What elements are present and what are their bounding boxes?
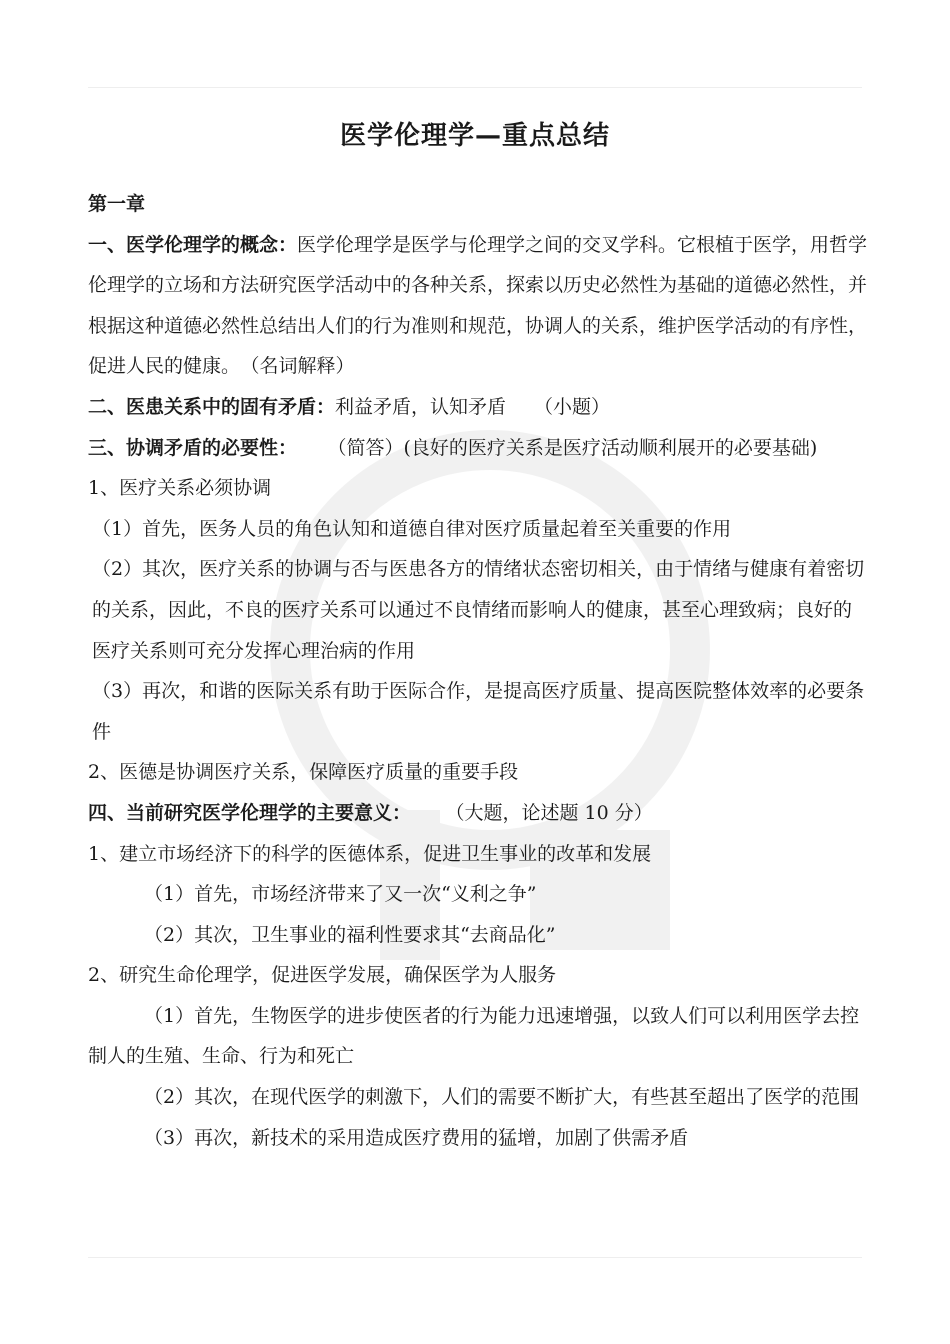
section-3-text: （简答）(良好的医疗关系是医疗活动顺利展开的必要基础) (337, 436, 818, 459)
chapter-heading: 第一章 (88, 193, 146, 215)
section-3-item-2: 2、医德是协调医疗关系，保障医疗质量的重要手段 (88, 761, 519, 784)
document-body (88, 184, 868, 1158)
section-4-item-2-3: （3）再次，新技术的采用造成医疗费用的猛增，加剧了供需矛盾 (144, 1126, 689, 1149)
section-4-item-2: 2、研究生命伦理学，促进医学发展，确保医学为人服务 (88, 964, 557, 987)
footer-rule (88, 1257, 862, 1258)
section-2-text: 利益矛盾，认知矛盾 (335, 395, 507, 418)
section-3-item-1-3: （3）再次，和谐的医际关系有助于医际合作，是提高医疗质量、提高医院整体效率的必要条件 (92, 680, 865, 743)
section-3-heading: 三、协调矛盾的必要性： (88, 436, 298, 459)
section-4-item-2-1: （1）首先，生物医学的进步使医者的行为能力迅速增强，以致人们可以利用医学去控制人的生殖、生命、行为和死亡 (88, 1004, 860, 1068)
section-1-note: （名词解释） (250, 355, 355, 378)
section-1-heading: 一、医学伦理学的概念： (88, 233, 298, 256)
section-3-item-1-1: （1）首先，医务人员的角色认知和道德自律对医疗质量起着至关重要的作用 (92, 517, 732, 540)
document-title: 医学伦理学—重点总结 (339, 121, 610, 151)
section-1 (88, 225, 868, 387)
section-3-item-1: 1、医疗关系必须协调 (88, 477, 272, 500)
section-2-note: （小题） (534, 395, 611, 418)
section-4-note: （大题，论述题 10 分） (455, 801, 653, 824)
section-4-item-2-2: （2）其次，在现代医学的刺激下，人们的需要不断扩大，有些甚至超出了医学的范围 (144, 1086, 860, 1109)
section-4 (88, 793, 868, 834)
section-4-heading: 四、当前研究医学伦理学的主要意义： (88, 801, 412, 824)
header-rule (88, 87, 862, 88)
section-4-item-1: 1、建立市场经济下的科学的医德体系，促进卫生事业的改革和发展 (88, 842, 652, 865)
section-3 (88, 428, 868, 469)
section-4-item-1-2: （2）其次，卫生事业的福利性要求其“去商品化” (144, 923, 556, 946)
section-2-heading: 二、医患关系中的固有矛盾： (88, 395, 336, 418)
section-4-item-1-1: （1）首先，市场经济带来了又一次“义利之争” (144, 883, 537, 906)
section-2 (88, 387, 868, 428)
section-3-item-1-2: （2）其次，医疗关系的协调与否与医患各方的情绪状态密切相关，由于情绪与健康有着密切的关系，因此，不良的医疗关系可以通过不良情绪而影响人的健康，甚至心理致病；良好的医疗关系则可充分发挥心理治病的作用 (92, 558, 865, 662)
section-1-text: 医学伦理学是医学与伦理学之间的交叉学科。它根植于医学，用哲学伦理学的立场和方法研究医学活动中的各种关系，探索以历史必然性为基础的道德必然性，并根据这种道德必然性总结出人们的行为准则和规范，协调人的关系，维护医学活动的有序性，促进人民的健康。 (88, 233, 868, 378)
